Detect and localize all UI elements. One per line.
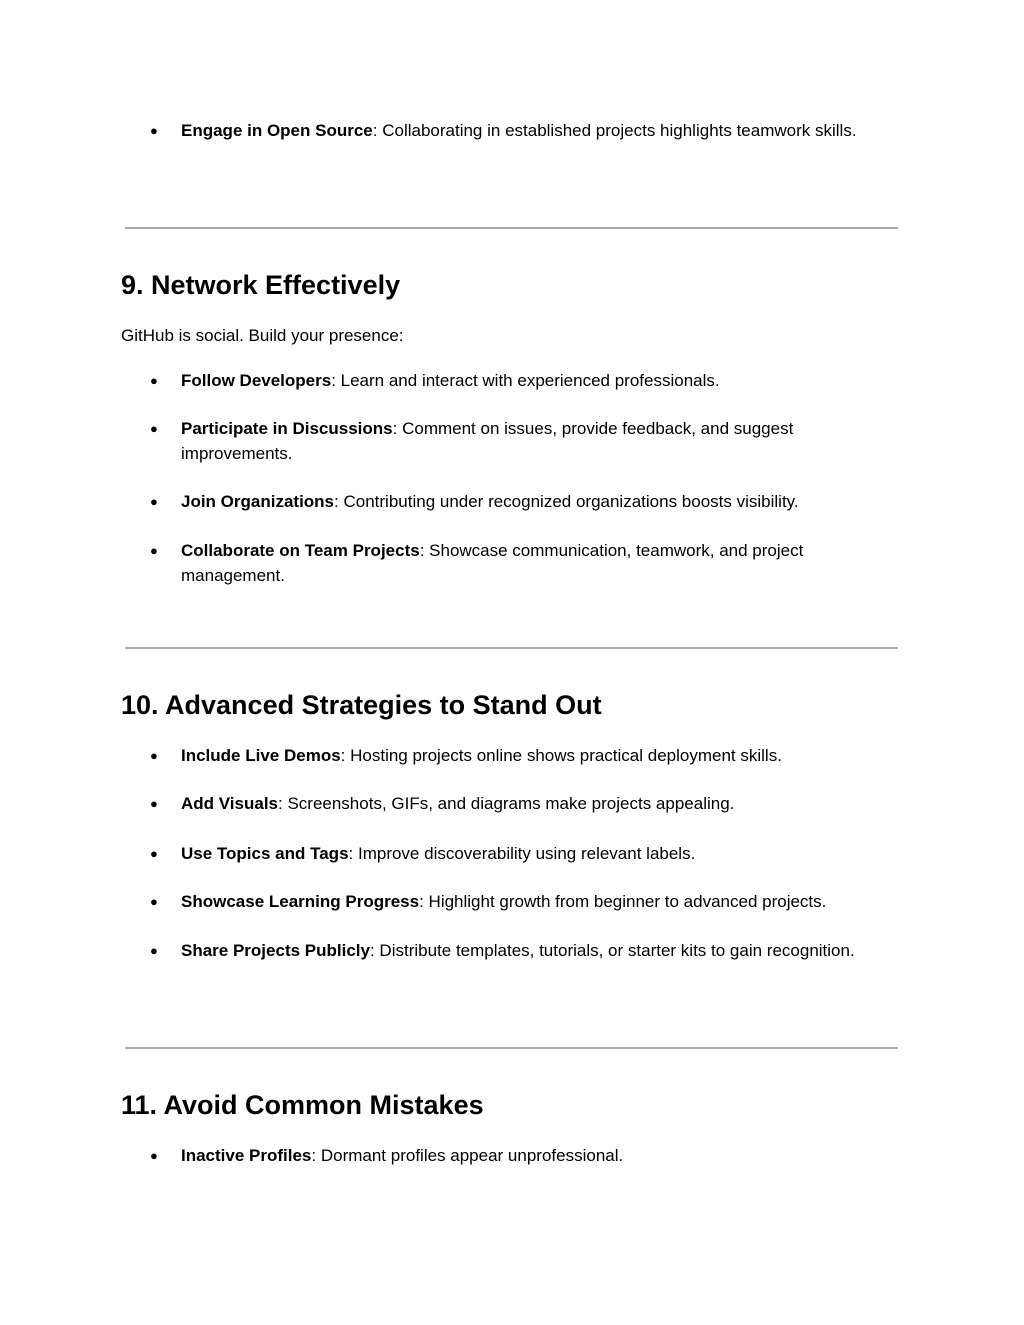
bullet-icon: ● bbox=[150, 494, 158, 509]
bullet-icon: ● bbox=[150, 796, 158, 811]
bullet-icon: ● bbox=[150, 748, 158, 763]
divider bbox=[125, 1047, 898, 1049]
list-item: ● Join Organizations: Contributing under recognized organizations boosts visibility. bbox=[150, 490, 895, 515]
bullet-icon: ● bbox=[150, 421, 158, 436]
list-item: ● Collaborate on Team Projects: Showcase communication, teamwork, and project management. bbox=[150, 541, 804, 585]
list-item: ● Showcase Learning Progress: Highlight growth from beginner to advanced projects. bbox=[150, 890, 895, 915]
list-item: ● Add Visuals: Screenshots, GIFs, and diagrams make projects appealing. bbox=[150, 792, 895, 817]
bullet-icon: ● bbox=[150, 373, 158, 388]
list-item: ● Share Projects Publicly: Distribute templates, tutorials, or starter kits to gain recognition. bbox=[150, 939, 895, 964]
section-heading: 10. Advanced Strategies to Stand Out bbox=[121, 690, 602, 720]
list-item: ● Use Topics and Tags: Improve discoverability using relevant labels. bbox=[150, 842, 895, 867]
bullet-icon: ● bbox=[150, 543, 158, 558]
divider bbox=[125, 647, 898, 649]
bullet-icon: ● bbox=[150, 943, 158, 958]
section-heading: 11. Avoid Common Mistakes bbox=[121, 1090, 484, 1120]
bullet-icon: ● bbox=[150, 894, 158, 909]
list-item: ● Participate in Discussions: Comment on issues, provide feedback, and suggest improvements. bbox=[150, 419, 794, 463]
divider bbox=[125, 227, 898, 229]
bullet-icon: ● bbox=[150, 1148, 158, 1163]
list-item: ● Include Live Demos: Hosting projects online shows practical deployment skills. bbox=[150, 744, 895, 769]
list-item: ● Engage in Open Source: Collaborating in established projects highlights teamwork skills. bbox=[150, 119, 895, 144]
bullet-icon: ● bbox=[150, 846, 158, 861]
list-item: ● Follow Developers: Learn and interact with experienced professionals. bbox=[150, 369, 895, 394]
paragraph: GitHub is social. Build your presence: bbox=[121, 326, 404, 345]
bullet-icon: ● bbox=[150, 123, 158, 138]
section-heading: 9. Network Effectively bbox=[121, 270, 401, 300]
list-item: ● Inactive Profiles: Dormant profiles appear unprofessional. bbox=[150, 1144, 895, 1169]
